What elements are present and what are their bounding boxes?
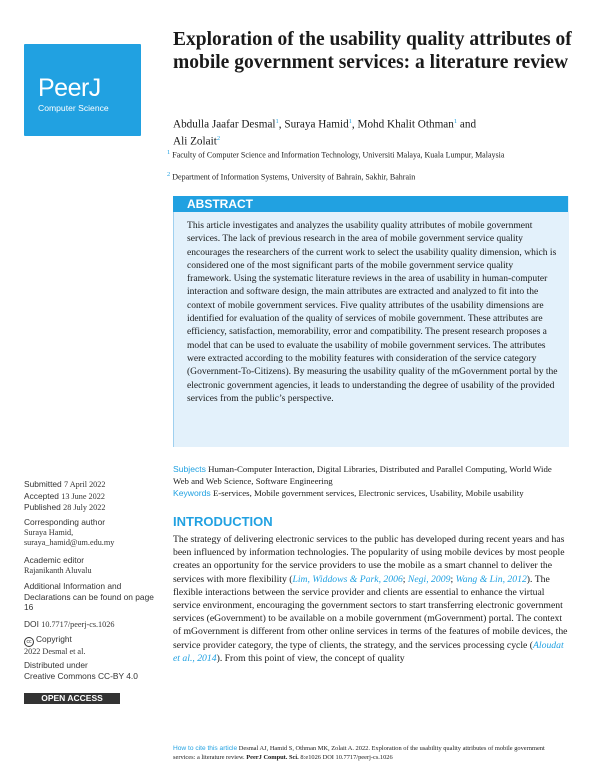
- affiliation-2: $^2$ Department of Information Systems, University of Bahrain, Sakhir, Bahrain: [167, 171, 416, 182]
- sidebar-dates: Submitted 7 April 2022 Accepted 13 June 2022 Published 28 July 2022: [24, 479, 106, 512]
- citation-link[interactable]: Wang & Lin, 2012: [455, 573, 527, 585]
- introduction-text: The strategy of delivering electronic services to the public has developed during recent years and has been influenced by information technologies. The popularity of using mobile devices by most people creates an opportunity for the service providers to use the mobile as a smart channel to deliver the services with more flexibility (Lim, Widdows & Park, 2006; Negi, 2009; Wang & Lin, 2012). The flexible interactions between the service provider and clients are essential to enhance the virtual service environment, encouraging the government sectors to start transferring electronic government services (eGovernment) to be available on a mobile government (mGovernment) portal. The context of mGovernment is different from other online services in terms of the features of mobile devices, the service provider category, the type of clients, the strategy, and the services processing cycle (Aloudat et al., 2014). From this point of view, the concept of quality: [173, 534, 568, 664]
- open-access-badge: OPEN ACCESS: [24, 693, 120, 704]
- sidebar-corresponding: Corresponding author Suraya Hamid, suraya_hamid@um.edu.my: [24, 517, 159, 549]
- peerj-logo: [24, 44, 141, 136]
- article-title: Exploration of the usability quality attributes of mobile government services: a literature review: [173, 29, 572, 73]
- abstract-text: This article investigates and analyzes the usability quality attributes of mobile government services. The lack of previous research in the area of mobile government service quality encourages the researchers of the current work to select the usability quality dimension, which is considered one of the most significant parts of the mobile government service quality framework. Using the systematic literature reviews in the area of usability in human-computer interaction and software design, the main attributes are extracted and analyzed to fit into the context of mobile government services. Five quality attributes of the usability dimensions are identified for evaluation of the quality of services of mobile government. These attributes are efficiency, satisfaction, memorability, error and compatibility. The present research proposes a model that can be used to evaluate the usability of mobile government services. The attributes were extracted according to the mobility features with consideration of the service category (Government-To-Citizens). By measuring the usability quality of the mGovernment portal by the electronic government agencies, it leads to understanding the degree of usability of the provided services from the public’s perspective.: [187, 220, 558, 404]
- keywords-text: E-services, Mobile government services, Electronic services, Usability, Mobile usability: [212, 488, 524, 498]
- sidebar-copyright: cc Copyright 2022 Desmal et al.: [24, 634, 86, 656]
- logo-subtitle: Computer Science: [38, 103, 109, 113]
- introduction-heading: INTRODUCTION: [173, 514, 273, 529]
- subjects-label: Subjects: [173, 464, 206, 474]
- how-to-cite: How to cite this article Desmal AJ, Hamid S, Othman MK, Zolait A. 2022. Exploration of the usability quality attributes of mobile government services: a literature review. PeerJ Comput. Sci. 8:e1026 DOI 10.7717/peerj-cs.1026: [173, 745, 545, 761]
- sidebar-doi: DOI 10.7717/peerj-cs.1026: [24, 619, 115, 629]
- sidebar-editor: Academic editor Rajanikanth Aluvalu: [24, 555, 92, 575]
- how-to-cite-label: How to cite this article: [173, 745, 238, 752]
- corresponding-email[interactable]: suraya_hamid@um.edu.my: [24, 538, 115, 547]
- subjects-keywords: [173, 463, 568, 499]
- citation-link[interactable]: Aloudat et al., 2014: [173, 639, 564, 664]
- subjects-text: Human-Computer Interaction, Digital Libraries, Distributed and Parallel Computing, World Wide Web and Web Science, Software Engineering: [173, 464, 552, 486]
- license-link[interactable]: Creative Commons CC-BY 4.0: [24, 670, 138, 681]
- doi-link[interactable]: 10.7717/peerj-cs.1026: [41, 620, 115, 629]
- abstract-heading: ABSTRACT: [173, 196, 568, 212]
- author-list: Abdulla Jaafar Desmal$^1$, Suraya Hamid$^1$, Mohd Khalit Othman$^1$ and Ali Zolait$^2$: [173, 118, 477, 148]
- keywords-label: Keywords: [173, 488, 211, 498]
- citation-link[interactable]: Negi, 2009: [407, 573, 451, 585]
- affiliation-1: $^1$ Faculty of Computer Science and Information Technology, Universiti Malaya, Kuala Lumpur, Malaysia: [167, 149, 505, 160]
- sidebar-license: Distributed under Creative Commons CC-BY 4.0: [24, 660, 159, 681]
- cc-icon: cc: [24, 637, 34, 647]
- citation-link[interactable]: Lim, Widdows & Park, 2006: [292, 573, 403, 585]
- sidebar-additional-info: Additional Information and Declarations can be found on page 16: [24, 581, 154, 612]
- logo-brand: PeerJ: [38, 74, 101, 102]
